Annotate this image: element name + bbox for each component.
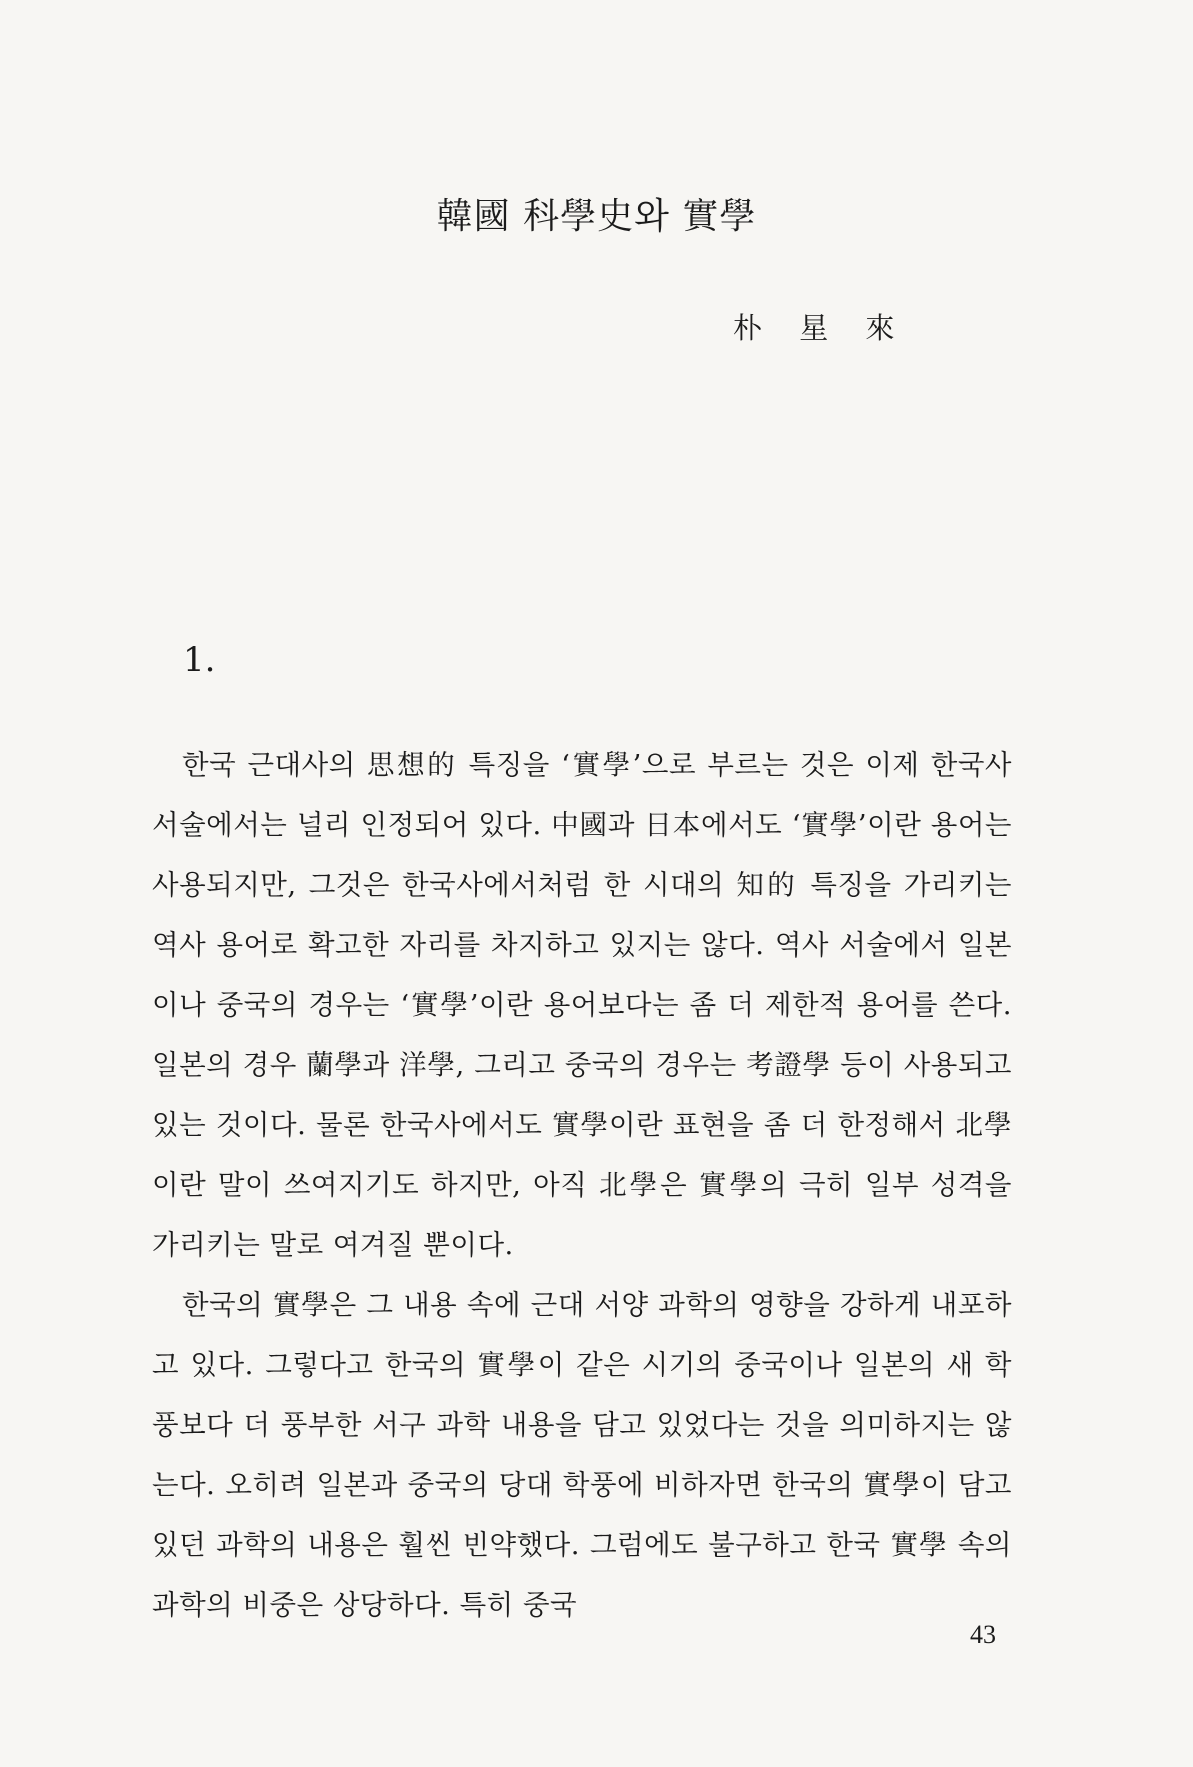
section-number: 1.	[183, 640, 216, 680]
paragraph: 한국 근대사의 思想的 특징을 ‘實學’으로 부르는 것은 이제 한국사 서술에서는 널리 인정되어 있다. 中國과 日本에서도 ‘實學’이란 용어는 사용되지만, 그것은 한국사에서처럼 한 시대의 知的 특징을 가리키는 역사 용어로 확고한 자리를 차지하고 있지는 않다. 역사 서술에서 일본이나 중국의 경우는 ‘實學’이란 용어보다는 좀 더 제한적 용어를 쓴다. 일본의 경우 蘭學과 洋學, 그리고 중국의 경우는 考證學 등이 사용되고 있는 것이다. 물론 한국사에서도 實學이란 표현을 좀 더 한정해서 北學이란 말이 쓰여지기도 하지만, 아직 北學은 實學의 극히 일부 성격을 가리키는 말로 여겨질 뿐이다.	[152, 749, 1012, 1261]
chapter-title: 韓國 科學史와 實學	[436, 196, 757, 237]
author-name: 朴 星 來	[733, 311, 909, 345]
paragraph: 한국의 實學은 그 내용 속에 근대 서양 과학의 영향을 강하게 내포하고 있다. 그렇다고 한국의 實學이 같은 시기의 중국이나 일본의 새 학풍보다 더 풍부한 서구 과학 내용을 담고 있었다는 것을 의미하지는 않는다. 오히려 일본과 중국의 당대 학풍에 비하자면 한국의 實學이 담고 있던 과학의 내용은 훨씬 빈약했다. 그럼에도 불구하고 한국 實學 속의 과학의 비중은 상당하다. 특히 중국	[152, 1289, 1012, 1621]
body-text	[152, 735, 1012, 1635]
page-number: 43	[970, 1620, 996, 1649]
